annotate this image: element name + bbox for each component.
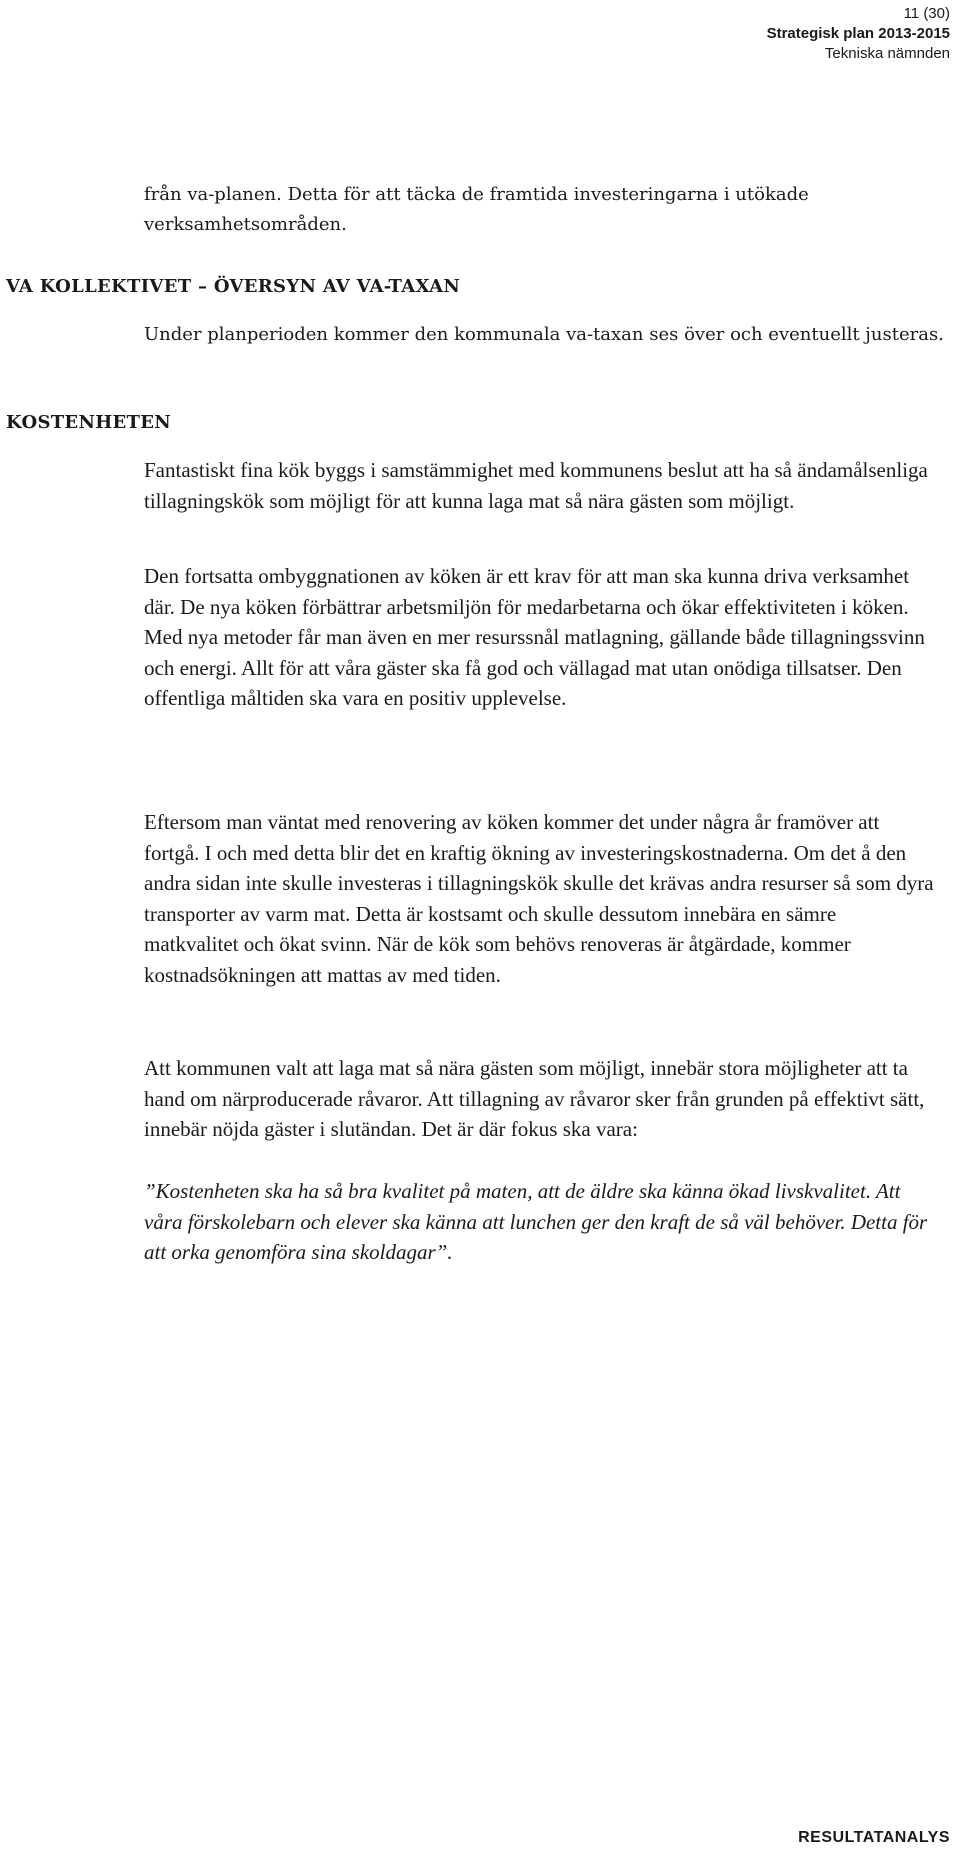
document-title: Strategisk plan 2013-2015 (766, 25, 950, 42)
department-name: Tekniska nämnden (824, 45, 950, 62)
page-number: 11 (30) (903, 5, 950, 22)
section-heading-va: VA KOLLEKTIVET – ÖVERSYN AV VA-TAXAN (6, 276, 461, 297)
kost-paragraph-1: Fantastiskt fina kök byggs i samstämmighet med kommunens beslut att ha så ändamålsenliga tillagningskök som möjligt för att kunna laga mat så nära gästen som möjligt. (144, 458, 928, 513)
section-va-text: Under planperioden kommer den kommunala va-taxan ses över och eventuellt justeras. (144, 324, 944, 345)
kost-paragraph-2: Den fortsatta ombyggnationen av köken är ett krav för att man ska kunna driva verksamhet där. De nya köken förbättrar arbetsmiljön för medarbetarna och ökar effektiviteten i köken. Med nya metoder får man även en mer resurssnål matlagning, gällande både tillagningssvinn och energi. Allt för att våra gäster ska få god och vällagad mat utan onödiga tillsatser. Den offentliga måltiden ska vara en positiv upplevelse. (144, 564, 925, 710)
page-header (767, 4, 950, 64)
kost-paragraph-4: Att kommunen valt att laga mat så nära gästen som möjligt, innebär stora möjligheter att ta hand om närproducerade råvaror. Att tillagning av råvaror sker från grunden på effektivt sätt, innebär nöjda gäster i slutändan. Det är där fokus ska vara: (144, 1056, 925, 1141)
kost-quote: ”Kostenheten ska ha så bra kvalitet på maten, att de äldre ska känna ökad livskvalitet. Att våra förskolebarn och elever ska känna att lunchen ger den kraft de så väl behöver. Detta för att orka genomföra sina skoldagar”. (144, 1179, 928, 1264)
kost-paragraph-3: Eftersom man väntat med renovering av köken kommer det under några år framöver att fortgå. I och med detta blir det en kraftig ökning av investeringskostnaderna. Om det å den andra sidan inte skulle investeras i tillagningskök skulle det krävas andra resurser så som dyra transporter av varm mat. Detta är kostsamt och skulle dessutom innebära en sämre matkvalitet och ökat svinn. När de kök som behövs renoveras är åtgärdade, kommer kostnadsökningen att mattas av med tiden. (144, 810, 934, 987)
intro-paragraph: från va-planen. Detta för att täcka de framtida investeringarna i utökade verksamhetsområden. (144, 184, 809, 235)
footer-label: RESULTATANALYS (798, 1829, 950, 1846)
section-heading-kostenheten: KOSTENHETEN (6, 412, 172, 433)
